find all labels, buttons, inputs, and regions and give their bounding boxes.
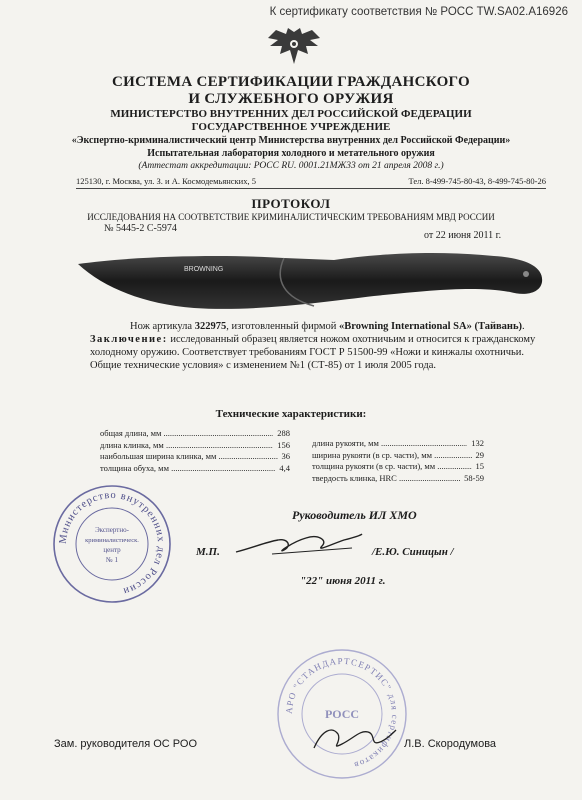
spec-label: твердость клинка, HRC ..... — [312, 473, 460, 485]
spec-row — [100, 451, 290, 463]
spec-label: общая длина, мм ..... — [100, 428, 273, 440]
certificate-reference: К сертификату соответствия № РОСС TW.SA02.A16926 — [269, 6, 568, 18]
center-name: «Экспертно-криминалистический центр Министерства внутренних дел Российской Федерации» — [71, 135, 511, 146]
system-title-line1: СИСТЕМА СЕРТИФИКАЦИИ ГРАЖДАНСКОГО — [112, 74, 470, 90]
round-stamp-left — [50, 482, 174, 606]
deputy-signature — [308, 720, 398, 756]
protocol-date: от 22 июня 2011 г. — [424, 230, 502, 241]
phone: Тел. 8-499-745-80-43, 8-499-745-80-26 — [408, 176, 546, 186]
institution-type: ГОСУДАРСТВЕННОЕ УЧРЕЖДЕНИЕ — [191, 121, 391, 133]
head-title: Руководитель ИЛ ХМО — [292, 508, 417, 522]
conclusion-text — [90, 320, 552, 372]
spec-value: 132 — [471, 438, 484, 448]
stamp-left-line4: № 1 — [106, 556, 118, 564]
spec-row — [100, 428, 290, 440]
spec-value: 36 — [281, 451, 290, 461]
system-title-line2: И СЛУЖЕБНОГО ОРУЖИЯ — [188, 91, 394, 107]
protocol-title: ПРОТОКОЛ — [251, 196, 331, 211]
spec-row — [312, 450, 484, 462]
deputy-title: Зам. руководителя ОС РОО — [54, 738, 198, 750]
ministry-name: МИНИСТЕРСТВО ВНУТРЕННИХ ДЕЛ РОССИЙСКОЙ ФЕДЕРАЦИИ — [110, 108, 472, 120]
spec-value: 15 — [475, 461, 484, 471]
article-number: 322975 — [194, 321, 227, 332]
stamp-left-line3: центр — [103, 546, 121, 554]
spec-value: 58-59 — [464, 472, 484, 483]
accreditation: (Аттестат аккредитации: РОСС RU. 0001.21МЖ33 от 21 апреля 2008 г.) — [138, 161, 444, 171]
spec-value: 288 — [277, 428, 290, 438]
spec-row — [312, 461, 484, 473]
institution-block — [0, 108, 582, 173]
round-stamp-right — [274, 646, 410, 782]
head-name: /Е.Ю. Синицын / — [372, 546, 454, 558]
specs-left — [100, 428, 290, 474]
spec-label: толщина обуха, мм ..... — [100, 463, 275, 475]
spec-value: 156 — [277, 439, 290, 450]
stamp-left-ring-path: Министерство внутренних дел России — [57, 489, 167, 597]
knife-photo — [74, 250, 548, 324]
conclusion-paragraph — [90, 333, 552, 372]
head-signature — [232, 522, 364, 562]
address: 125130, г. Москва, ул. З. и А. Космодемьянских, 5 — [76, 176, 256, 186]
article-text-end: . — [522, 321, 525, 332]
protocol-number: № 5445-2 С-5974 — [104, 223, 177, 234]
stamp-left-line2: криминалистическ. — [85, 537, 139, 544]
stamp-right-center: РОСС — [324, 707, 360, 721]
spec-value: 4,4 — [279, 462, 290, 473]
spec-row — [100, 440, 290, 452]
specs-right — [312, 438, 484, 484]
spec-label: толщина рукояти (в ср. части), мм ..... — [312, 461, 472, 473]
system-title — [0, 74, 582, 108]
spec-value: 29 — [475, 449, 484, 460]
spec-row — [100, 463, 290, 475]
lab-name: Испытательная лаборатория холодного и метательного оружия — [147, 148, 435, 159]
article-text-a: Нож артикула — [130, 321, 195, 332]
address-line — [76, 176, 546, 189]
specs-title: Технические характеристики: — [215, 408, 367, 420]
spec-row — [312, 438, 484, 450]
spec-label: длина клинка, мм ..... — [100, 440, 273, 452]
deputy-name: Л.В. Скородумова — [404, 738, 497, 750]
spec-row — [312, 473, 484, 485]
stamp-left-line1: Экспертно- — [95, 526, 129, 534]
protocol-subtitle: ИССЛЕДОВАНИЯ НА СООТВЕТСТВИЕ КРИМИНАЛИСТИЧЕСКИМ ТРЕБОВАНИЯМ МВД РОССИИ — [87, 212, 495, 222]
spec-label: длина рукояти, мм ..... — [312, 438, 467, 450]
conclusion-label: Заключение: — [90, 334, 168, 345]
conclusion-body: исследованный образец является ножом охотничьим и относится к гражданскому холодному оружию. Соответствует требованиям ГОСТ Р 51500-99 «Ножи и кинжалы охотничьи. Общие технические условия» с изменением №1 (СТ-85) от 1 июля 2005 года. — [90, 334, 536, 371]
spec-label: ширина рукояти (в ср. части), мм ..... — [312, 450, 472, 462]
manufacturer: «Browning International SA» (Тайвань) — [339, 321, 523, 332]
article-paragraph — [90, 320, 552, 333]
signature-date: "22" июня 2011 г. — [300, 575, 386, 587]
knife-brand: BROWNING — [184, 266, 224, 273]
double-headed-eagle-icon — [266, 26, 322, 68]
article-text-b: , изготовленный фирмой — [226, 321, 339, 332]
spec-label: наибольшая ширина клинка, мм ..... — [100, 451, 278, 463]
seal-place: М.П. — [196, 546, 220, 558]
stamp-right-ring-path: АРО "СТАНДАРТСЕРТИС" для сертификатов — [283, 655, 401, 771]
